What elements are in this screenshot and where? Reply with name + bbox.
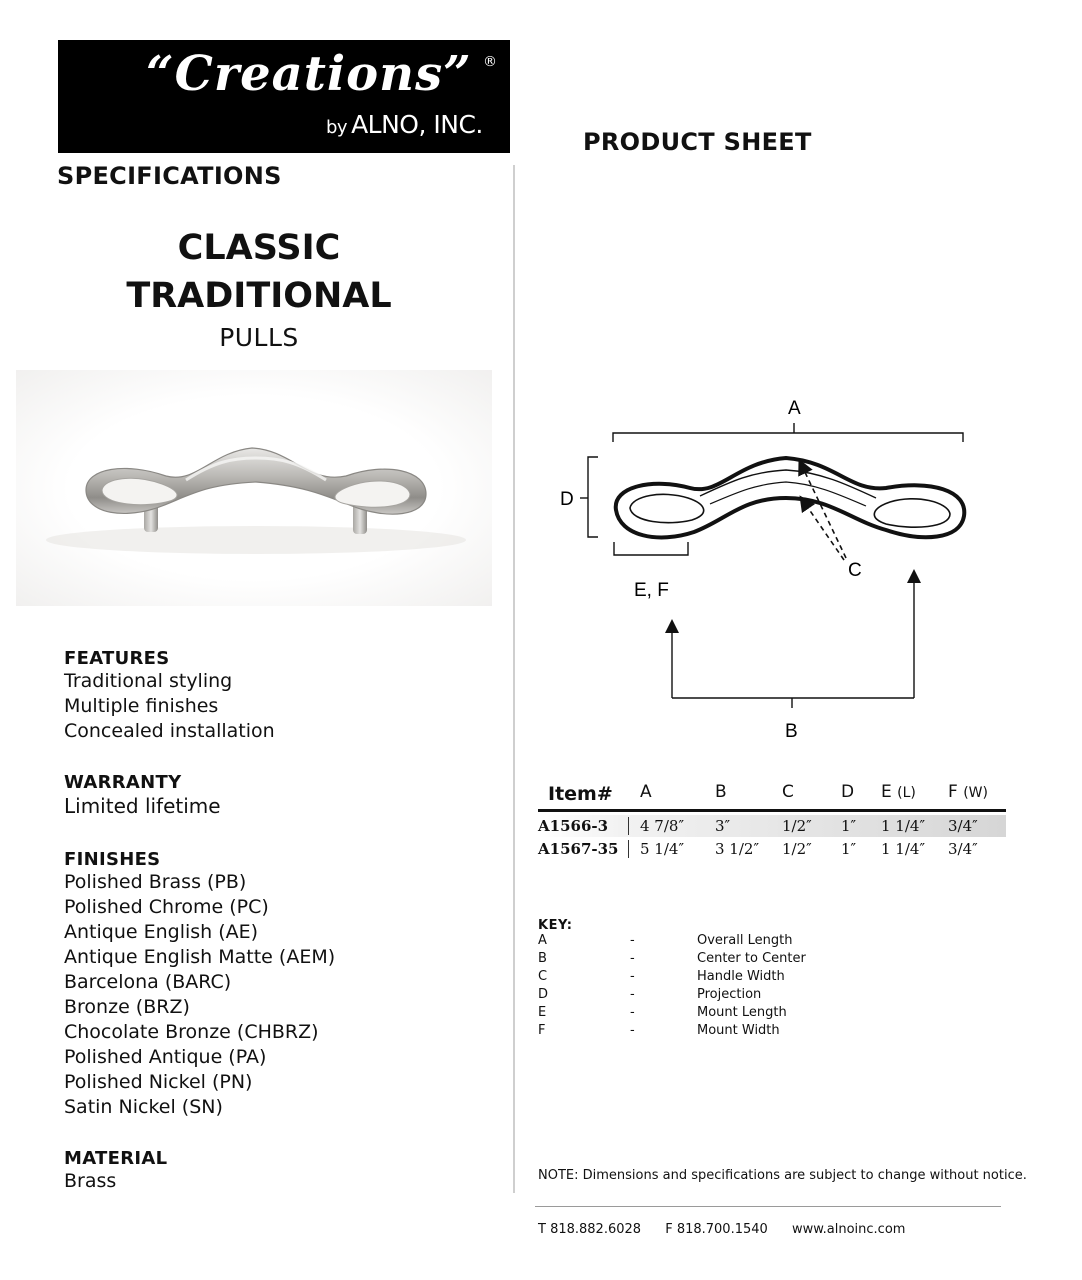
warranty-text: Limited lifetime <box>64 794 221 818</box>
footer-website-link[interactable]: www.alnoinc.com <box>791 1222 906 1237</box>
column-divider <box>513 165 515 1193</box>
cell-b: 3″ <box>715 817 731 835</box>
cell-a: 4 7/8″ <box>640 817 685 835</box>
table-header-rule <box>538 809 1006 812</box>
finish-item: Antique English (AE) <box>64 921 259 943</box>
finish-item: Antique English Matte (AEM) <box>64 946 336 968</box>
material-text: Brass <box>64 1170 117 1192</box>
cell-item: A1567-35 <box>538 840 619 858</box>
footer-rule <box>535 1206 1001 1207</box>
key-dash: - <box>630 1005 635 1020</box>
key-row <box>538 933 838 951</box>
header-d: D <box>841 782 855 802</box>
header-e-sub: (L) <box>897 785 916 801</box>
cell-d: 1″ <box>841 817 857 835</box>
finish-item: Bronze (BRZ) <box>64 996 190 1018</box>
feature-item: Traditional styling <box>64 670 233 692</box>
label-b: B <box>785 721 798 742</box>
header-b: B <box>715 782 727 802</box>
key-letter: E <box>538 1005 547 1020</box>
features-section <box>64 648 275 744</box>
row-separator <box>628 817 629 835</box>
header-f-sub: (W) <box>963 785 988 801</box>
table-row <box>538 838 1006 860</box>
dimension-drawing <box>550 390 990 750</box>
key-row <box>538 951 838 969</box>
product-photo <box>16 370 492 606</box>
header-a: A <box>640 782 652 802</box>
key-dash: - <box>630 951 635 966</box>
key-dash: - <box>630 969 635 984</box>
header-f <box>948 782 988 802</box>
key-dash: - <box>630 933 635 948</box>
table-row <box>538 815 1006 837</box>
key-letter: A <box>538 933 547 948</box>
cell-c: 1/2″ <box>782 840 812 858</box>
key-row <box>538 1005 838 1023</box>
header-item: Item# <box>548 783 613 805</box>
disclaimer-note: NOTE: Dimensions and specifications are subject to change without notice. <box>538 1168 1027 1183</box>
header-e <box>881 782 916 802</box>
dimension-diagram <box>550 390 990 750</box>
finish-item: Polished Chrome (PC) <box>64 896 269 918</box>
warranty-heading: WARRANTY <box>64 772 182 793</box>
key-desc: Mount Length <box>697 1005 787 1020</box>
warranty-section <box>64 772 221 820</box>
footer-contact <box>538 1222 925 1237</box>
key-letter: F <box>538 1023 546 1038</box>
product-sheet-heading: PRODUCT SHEET <box>583 128 812 156</box>
footer-fax: F 818.700.1540 <box>665 1222 768 1237</box>
cell-f: 3/4″ <box>948 840 978 858</box>
product-title-line2: TRADITIONAL <box>126 276 392 316</box>
brand-script-text: “Creations” <box>146 46 472 102</box>
cell-d: 1″ <box>841 840 857 858</box>
cell-f: 3/4″ <box>948 817 978 835</box>
finish-item: Polished Brass (PB) <box>64 871 247 893</box>
key-desc: Projection <box>697 987 762 1002</box>
finish-item: Satin Nickel (SN) <box>64 1096 223 1118</box>
footer-phone: T 818.882.6028 <box>538 1222 642 1237</box>
brand-company <box>326 110 483 139</box>
row-separator <box>628 840 629 858</box>
finish-item: Polished Antique (PA) <box>64 1046 267 1068</box>
label-ef: E, F <box>634 580 669 601</box>
key-desc: Handle Width <box>697 969 785 984</box>
cell-b: 3 1/2″ <box>715 840 760 858</box>
finishes-section <box>64 849 335 1120</box>
feature-item: Multiple finishes <box>64 695 219 717</box>
key-legend <box>538 918 838 1041</box>
key-row <box>538 969 838 987</box>
features-heading: FEATURES <box>64 648 170 669</box>
key-dash: - <box>630 1023 635 1038</box>
key-dash: - <box>630 987 635 1002</box>
header-f-letter: F <box>948 782 958 802</box>
label-d: D <box>560 489 574 510</box>
header-e-letter: E <box>881 782 892 802</box>
registered-mark: ® <box>483 54 497 70</box>
feature-item: Concealed installation <box>64 720 275 742</box>
key-title: KEY: <box>538 918 573 933</box>
brand-logo <box>58 40 510 153</box>
pull-illustration <box>16 370 492 606</box>
finish-item: Polished Nickel (PN) <box>64 1071 253 1093</box>
header-c: C <box>782 782 794 802</box>
cell-a: 5 1/4″ <box>640 840 685 858</box>
specifications-heading: SPECIFICATIONS <box>57 162 282 190</box>
finish-item: Barcelona (BARC) <box>64 971 232 993</box>
cell-e: 1 1/4″ <box>881 817 926 835</box>
cell-c: 1/2″ <box>782 817 812 835</box>
key-letter: C <box>538 969 548 984</box>
key-letter: B <box>538 951 547 966</box>
material-section <box>64 1148 167 1194</box>
cell-e: 1 1/4″ <box>881 840 926 858</box>
label-c: C <box>848 560 862 581</box>
product-subtitle: PULLS <box>219 323 299 352</box>
key-desc: Center to Center <box>697 951 806 966</box>
material-heading: MATERIAL <box>64 1148 168 1169</box>
brand-by: by <box>326 117 348 138</box>
key-row <box>538 987 838 1005</box>
key-desc: Overall Length <box>697 933 793 948</box>
product-title-line1: CLASSIC <box>177 228 341 268</box>
key-letter: D <box>538 987 549 1002</box>
finishes-heading: FINISHES <box>64 849 161 870</box>
cell-item: A1566-3 <box>538 817 609 835</box>
key-desc: Mount Width <box>697 1023 780 1038</box>
label-a: A <box>788 398 801 419</box>
brand-company-name: ALNO, INC. <box>351 110 483 139</box>
finish-item: Chocolate Bronze (CHBRZ) <box>64 1021 319 1043</box>
key-row <box>538 1023 838 1041</box>
